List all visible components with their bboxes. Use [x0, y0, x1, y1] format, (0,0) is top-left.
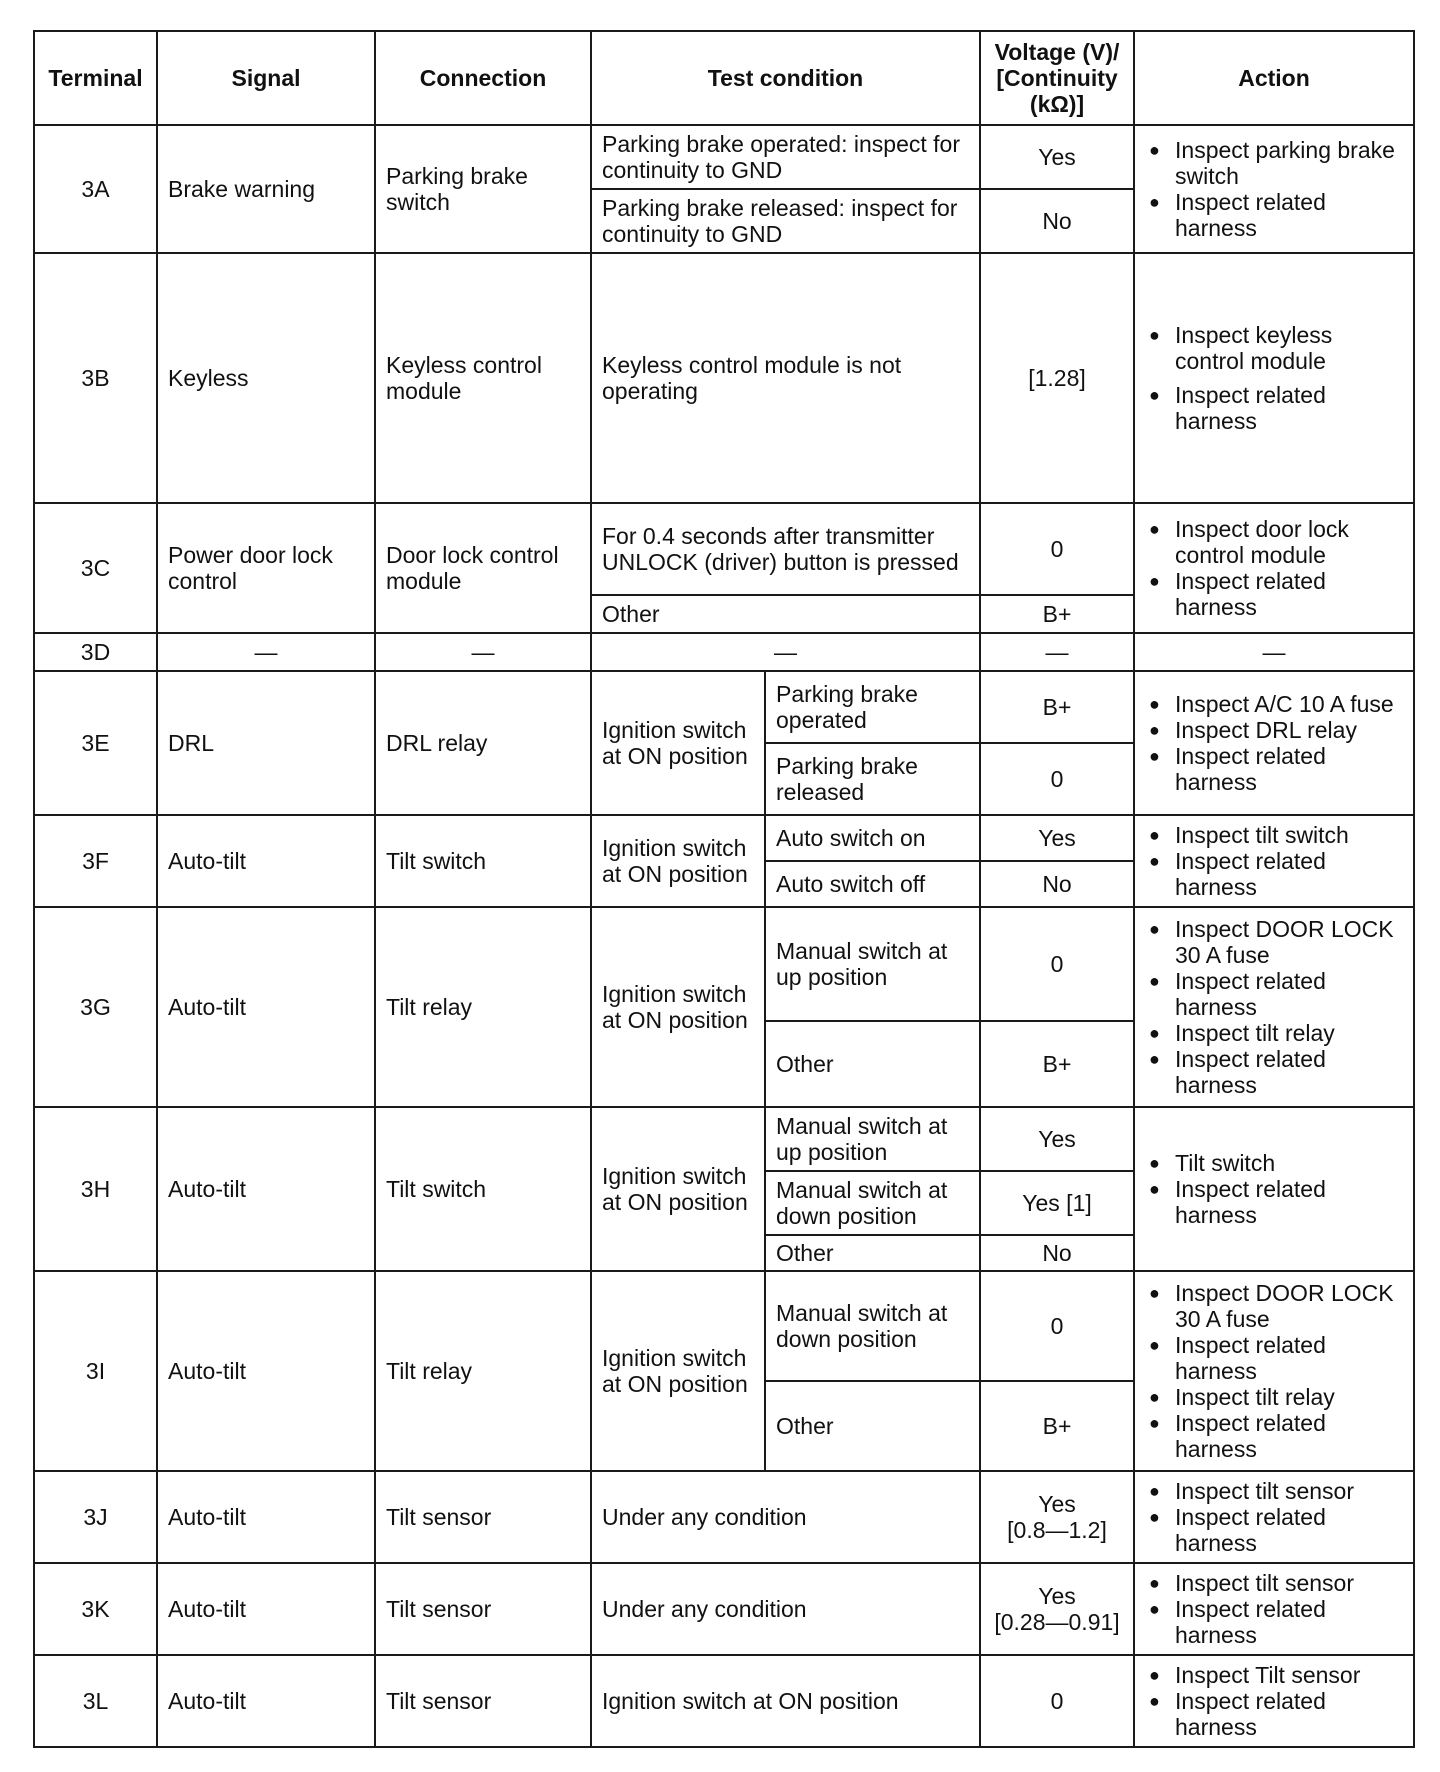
sub-condition-cell: Auto switch off: [765, 861, 980, 907]
sub-condition-cell: Manual switch at up position: [765, 907, 980, 1021]
header-row: [34, 31, 1414, 125]
value-cell: Yes: [980, 125, 1134, 189]
table-row: [34, 253, 1414, 503]
value-cell: Yes [1]: [980, 1171, 1134, 1235]
action-item: ● Inspect related harness: [1149, 1046, 1326, 1098]
sub-condition-cell: Parking brake released: [765, 743, 980, 815]
connection-cell: Parking brake switch: [375, 125, 591, 253]
action-item: ● Inspect related harness: [1149, 1176, 1326, 1228]
sub-condition-cell: Other: [765, 1235, 980, 1271]
terminal-cell: 3I: [34, 1271, 157, 1471]
action-item: ● Inspect related harness: [1149, 1688, 1326, 1740]
main-condition-cell: Ignition switch at ON position: [591, 1107, 765, 1271]
action-item: ● Inspect tilt sensor: [1149, 1478, 1354, 1504]
connection-cell: Tilt sensor: [375, 1471, 591, 1563]
bullet-icon: ●: [1149, 919, 1160, 939]
connection-cell: Tilt switch: [375, 1107, 591, 1271]
action-item: ● Inspect tilt relay: [1149, 1020, 1335, 1046]
table-row: [34, 815, 1414, 861]
main-condition-cell: Ignition switch at ON position: [591, 815, 765, 907]
header-test-condition: Test condition: [591, 31, 980, 125]
value-cell: [980, 1563, 1134, 1655]
signal-cell: Brake warning: [157, 125, 375, 253]
bullet-icon: ●: [1149, 571, 1160, 591]
connection-cell: DRL relay: [375, 671, 591, 815]
action-cell: —: [1134, 633, 1414, 671]
value-line: Yes: [1038, 1491, 1076, 1517]
connection-cell: Keyless control module: [375, 253, 591, 503]
test-condition-cell: Ignition switch at ON position: [591, 1655, 980, 1747]
signal-cell: Auto-tilt: [157, 907, 375, 1107]
signal-cell: Auto-tilt: [157, 815, 375, 907]
action-item: ● Inspect tilt switch: [1149, 822, 1349, 848]
bullet-icon: ●: [1149, 851, 1160, 871]
action-item: ● Inspect tilt relay: [1149, 1384, 1335, 1410]
signal-cell: Auto-tilt: [157, 1471, 375, 1563]
action-cell: [1134, 907, 1414, 1107]
bullet-icon: ●: [1149, 1283, 1160, 1303]
terminal-cell: 3D: [34, 633, 157, 671]
terminal-cell: 3B: [34, 253, 157, 503]
table-row: [34, 503, 1414, 595]
test-condition-cell: Under any condition: [591, 1563, 980, 1655]
bullet-icon: ●: [1149, 825, 1160, 845]
value-cell: B+: [980, 1021, 1134, 1107]
signal-cell: Keyless: [157, 253, 375, 503]
signal-cell: —: [157, 633, 375, 671]
action-cell: [1134, 503, 1414, 633]
header-voltage-line1: Voltage (V)/: [994, 39, 1120, 65]
value-cell: B+: [980, 1381, 1134, 1471]
table-row: [34, 125, 1414, 189]
action-item: ● Inspect DOOR LOCK 30 A fuse: [1149, 916, 1394, 968]
test-condition-cell: Keyless control module is not operating: [591, 253, 980, 503]
connection-cell: Tilt switch: [375, 815, 591, 907]
bullet-icon: ●: [1149, 1691, 1160, 1711]
value-cell: No: [980, 1235, 1134, 1271]
signal-cell: Auto-tilt: [157, 1107, 375, 1271]
bullet-icon: ●: [1149, 1507, 1160, 1527]
action-cell: [1134, 125, 1414, 253]
connection-cell: Tilt relay: [375, 907, 591, 1107]
test-condition-cell: Other: [591, 595, 980, 633]
terminal-cell: 3C: [34, 503, 157, 633]
action-item: ● Inspect parking brake switch: [1149, 137, 1395, 189]
action-cell: [1134, 1471, 1414, 1563]
value-range: [0.28—0.91]: [994, 1609, 1120, 1635]
action-item: ● Tilt switch: [1149, 1150, 1276, 1176]
test-condition-cell: For 0.4 seconds after transmitter UNLOCK (driver) button is pressed: [591, 503, 980, 595]
action-item: ● Inspect tilt sensor: [1149, 1570, 1354, 1596]
test-condition-cell: Parking brake operated: inspect for continuity to GND: [591, 125, 980, 189]
connection-cell: Tilt relay: [375, 1271, 591, 1471]
bullet-icon: ●: [1149, 1153, 1160, 1173]
bullet-icon: ●: [1149, 971, 1160, 991]
main-condition-cell: Ignition switch at ON position: [591, 1271, 765, 1471]
sub-condition-cell: Parking brake operated: [765, 671, 980, 743]
bullet-icon: ●: [1149, 1023, 1160, 1043]
bullet-icon: ●: [1149, 1049, 1160, 1069]
value-cell: [980, 1471, 1134, 1563]
table-row: [34, 1471, 1414, 1563]
sub-condition-cell: Manual switch at down position: [765, 1171, 980, 1235]
value-cell: 0: [980, 907, 1134, 1021]
test-condition-cell: Under any condition: [591, 1471, 980, 1563]
sub-condition-cell: Other: [765, 1381, 980, 1471]
bullet-icon: ●: [1149, 325, 1160, 345]
value-cell: Yes: [980, 815, 1134, 861]
connection-cell: Door lock control module: [375, 503, 591, 633]
test-condition-cell: Parking brake released: inspect for continuity to GND: [591, 189, 980, 253]
table-row: [34, 1563, 1414, 1655]
action-item: ● Inspect DOOR LOCK 30 A fuse: [1149, 1280, 1394, 1332]
bullet-icon: ●: [1149, 1387, 1160, 1407]
signal-cell: Power door lock control: [157, 503, 375, 633]
connection-cell: Tilt sensor: [375, 1563, 591, 1655]
table-row: [34, 1655, 1414, 1747]
action-item: ● Inspect DRL relay: [1149, 717, 1357, 743]
action-cell: [1134, 1271, 1414, 1471]
action-item: ● Inspect related harness: [1149, 968, 1326, 1020]
test-condition-cell: —: [591, 633, 980, 671]
bullet-icon: ●: [1149, 1599, 1160, 1619]
signal-cell: Auto-tilt: [157, 1655, 375, 1747]
action-item: ● Inspect related harness: [1149, 1504, 1326, 1556]
action-item: ● Inspect related harness: [1149, 568, 1326, 620]
connection-cell: Tilt sensor: [375, 1655, 591, 1747]
action-cell: [1134, 815, 1414, 907]
bullet-icon: ●: [1149, 192, 1160, 212]
document-page: [33, 30, 1413, 1748]
bullet-icon: ●: [1149, 694, 1160, 714]
sub-condition-cell: Manual switch at down position: [765, 1271, 980, 1381]
main-condition-cell: Ignition switch at ON position: [591, 671, 765, 815]
action-item: ● Inspect related harness: [1149, 382, 1326, 434]
header-voltage: [980, 31, 1134, 125]
terminal-cell: 3L: [34, 1655, 157, 1747]
terminal-cell: 3F: [34, 815, 157, 907]
bullet-icon: ●: [1149, 1335, 1160, 1355]
value-cell: —: [980, 633, 1134, 671]
value-line: Yes: [1038, 1583, 1076, 1609]
terminal-cell: 3H: [34, 1107, 157, 1271]
header-connection: Connection: [375, 31, 591, 125]
value-cell: 0: [980, 1271, 1134, 1381]
terminal-cell: 3K: [34, 1563, 157, 1655]
header-voltage-line3: (kΩ)]: [1029, 91, 1085, 117]
action-item: ● Inspect Tilt sensor: [1149, 1662, 1361, 1688]
value-cell: [1.28]: [980, 253, 1134, 503]
connection-cell: —: [375, 633, 591, 671]
value-cell: 0: [980, 1655, 1134, 1747]
header-action: Action: [1134, 31, 1414, 125]
bullet-icon: ●: [1149, 140, 1160, 160]
value-cell: 0: [980, 503, 1134, 595]
value-cell: B+: [980, 671, 1134, 743]
action-item: ● Inspect related harness: [1149, 848, 1326, 900]
value-range: [0.8—1.2]: [1007, 1517, 1107, 1543]
bullet-icon: ●: [1149, 519, 1160, 539]
terminal-table: [33, 30, 1415, 1748]
sub-condition-cell: Other: [765, 1021, 980, 1107]
action-item: ● Inspect related harness: [1149, 1410, 1326, 1462]
signal-cell: Auto-tilt: [157, 1271, 375, 1471]
action-cell: [1134, 1107, 1414, 1271]
bullet-icon: ●: [1149, 1413, 1160, 1433]
signal-cell: Auto-tilt: [157, 1563, 375, 1655]
main-condition-cell: Ignition switch at ON position: [591, 907, 765, 1107]
value-cell: No: [980, 861, 1134, 907]
action-cell: [1134, 1655, 1414, 1747]
table-row: [34, 1271, 1414, 1381]
table-row: [34, 907, 1414, 1021]
terminal-cell: 3J: [34, 1471, 157, 1563]
value-cell: Yes: [980, 1107, 1134, 1171]
table-row: [34, 671, 1414, 743]
bullet-icon: ●: [1149, 1665, 1160, 1685]
header-voltage-line2: [Continuity: [996, 65, 1118, 91]
sub-condition-cell: Manual switch at up position: [765, 1107, 980, 1171]
action-item: ● Inspect door lock control module: [1149, 516, 1349, 568]
bullet-icon: ●: [1149, 720, 1160, 740]
terminal-cell: 3A: [34, 125, 157, 253]
bullet-icon: ●: [1149, 385, 1160, 405]
action-item: ● Inspect related harness: [1149, 1332, 1326, 1384]
terminal-cell: 3G: [34, 907, 157, 1107]
table-row: [34, 633, 1414, 671]
action-item: ● Inspect A/C 10 A fuse: [1149, 691, 1394, 717]
action-cell: [1134, 253, 1414, 503]
value-cell: B+: [980, 595, 1134, 633]
action-item: ● Inspect related harness: [1149, 743, 1326, 795]
value-cell: No: [980, 189, 1134, 253]
value-cell: 0: [980, 743, 1134, 815]
action-cell: [1134, 1563, 1414, 1655]
action-item: ● Inspect related harness: [1149, 189, 1326, 241]
bullet-icon: ●: [1149, 1573, 1160, 1593]
action-item: ● Inspect keyless control module: [1149, 322, 1333, 374]
bullet-icon: ●: [1149, 1179, 1160, 1199]
sub-condition-cell: Auto switch on: [765, 815, 980, 861]
action-cell: [1134, 671, 1414, 815]
signal-cell: DRL: [157, 671, 375, 815]
header-terminal: Terminal: [34, 31, 157, 125]
table-row: [34, 1107, 1414, 1171]
header-signal: Signal: [157, 31, 375, 125]
terminal-cell: 3E: [34, 671, 157, 815]
bullet-icon: ●: [1149, 1481, 1160, 1501]
bullet-icon: ●: [1149, 746, 1160, 766]
action-item: ● Inspect related harness: [1149, 1596, 1326, 1648]
